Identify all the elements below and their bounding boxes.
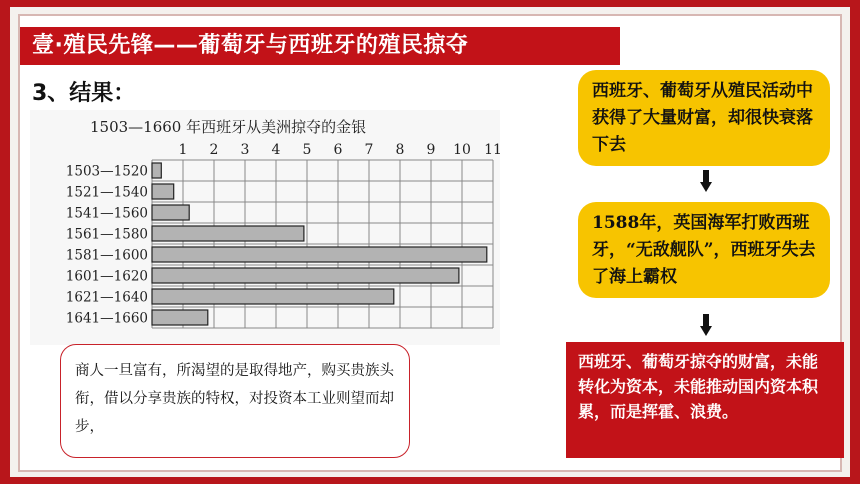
chart-title: 1503—1660 年西班牙从美洲掠夺的金银 xyxy=(90,118,367,136)
category-label: 1561—1580 xyxy=(65,226,148,243)
frame-top-border xyxy=(0,0,860,7)
bar xyxy=(152,310,208,325)
x-tick-label: 6 xyxy=(333,142,343,158)
arrow-down-icon xyxy=(700,314,712,336)
bar xyxy=(152,289,394,304)
category-label: 1641—1660 xyxy=(65,310,148,327)
quote-box: 商人一旦富有，所渴望的是取得地产，购买贵族头衔，借以分享贵族的特权，对投资本工业则望而却步， xyxy=(60,344,410,458)
category-label: 1581—1600 xyxy=(65,247,148,264)
flow-box-armada: 1588年，英国海军打败西班牙，“无敌舰队”，西班牙失去了海上霸权 xyxy=(578,202,830,298)
slide-title: 壹·殖民先锋——葡萄牙与西班牙的殖民掠夺 xyxy=(20,27,620,65)
flow-box-decline: 西班牙、葡萄牙从殖民活动中获得了大量财富，却很快衰落下去 xyxy=(578,70,830,166)
arrow-down-icon xyxy=(700,170,712,192)
category-label: 1601—1620 xyxy=(65,268,148,285)
section-label: 3、结果： xyxy=(32,81,136,106)
x-tick-label: 7 xyxy=(364,142,374,158)
x-tick-label: 2 xyxy=(209,142,219,158)
bar xyxy=(152,205,189,220)
frame-left-border xyxy=(0,0,10,484)
x-tick-label: 8 xyxy=(395,142,405,158)
bar xyxy=(152,268,459,283)
x-tick-label: 9 xyxy=(426,142,436,158)
category-label: 1521—1540 xyxy=(65,184,148,201)
bar xyxy=(152,247,487,262)
x-tick-label: 3 xyxy=(240,142,250,158)
x-tick-label: 5 xyxy=(302,142,312,158)
bar-chart xyxy=(30,110,500,345)
category-label: 1541—1560 xyxy=(65,205,148,222)
flow-box-conclusion: 西班牙、葡萄牙掠夺的财富，未能转化为资本，未能推动国内资本积累，而是挥霍、浪费。 xyxy=(566,342,844,458)
chart-svg xyxy=(30,110,500,345)
bar xyxy=(152,184,174,199)
x-tick-label: 4 xyxy=(271,142,281,158)
frame-right-border xyxy=(850,0,860,484)
x-tick-label: 1 xyxy=(178,142,188,158)
x-tick-label: 11 xyxy=(484,142,502,158)
category-label: 1503—1520 xyxy=(65,163,148,180)
bar xyxy=(152,226,304,241)
frame-bottom-border xyxy=(0,477,860,484)
x-tick-label: 10 xyxy=(453,142,471,158)
bar xyxy=(152,163,161,178)
category-label: 1621—1640 xyxy=(65,289,148,306)
